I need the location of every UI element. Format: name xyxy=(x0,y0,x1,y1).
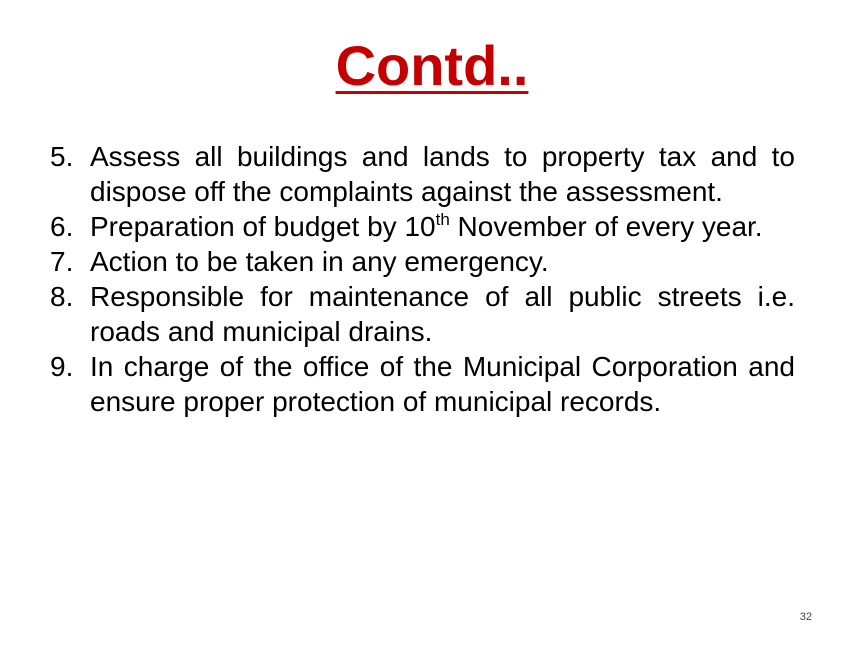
list-item-text-before: Preparation of budget by 10 xyxy=(90,211,436,242)
list-item-number: 5. xyxy=(50,141,74,172)
list-item-text: In charge of the office of the Municipal Corporation and ensure proper protection of municipal records. xyxy=(90,351,795,417)
list-item-number: 6. xyxy=(50,211,74,242)
list-item-number: 7. xyxy=(50,246,74,277)
page-number: 32 xyxy=(799,611,812,623)
numbered-list xyxy=(50,139,795,419)
list-item xyxy=(50,139,795,209)
list-item xyxy=(50,244,795,279)
list-item-text: Action to be taken in any emergency. xyxy=(90,246,549,277)
list-item-text xyxy=(90,211,763,242)
list-item-text: Assess all buildings and lands to property tax and to dispose off the complaints against the assessment. xyxy=(90,141,795,207)
list-item xyxy=(50,279,795,349)
list-item xyxy=(50,209,795,244)
slide-title xyxy=(0,30,864,102)
list-item-number: 8. xyxy=(50,281,74,312)
list-item-text-after: November of every year. xyxy=(449,211,763,242)
slide-title-text: Contd.. xyxy=(335,34,529,97)
list-item xyxy=(50,349,795,419)
list-item-number: 9. xyxy=(50,351,74,382)
ordinal-superscript: th xyxy=(435,210,450,229)
list-item-text: Responsible for maintenance of all public streets i.e. roads and municipal drains. xyxy=(90,281,795,347)
